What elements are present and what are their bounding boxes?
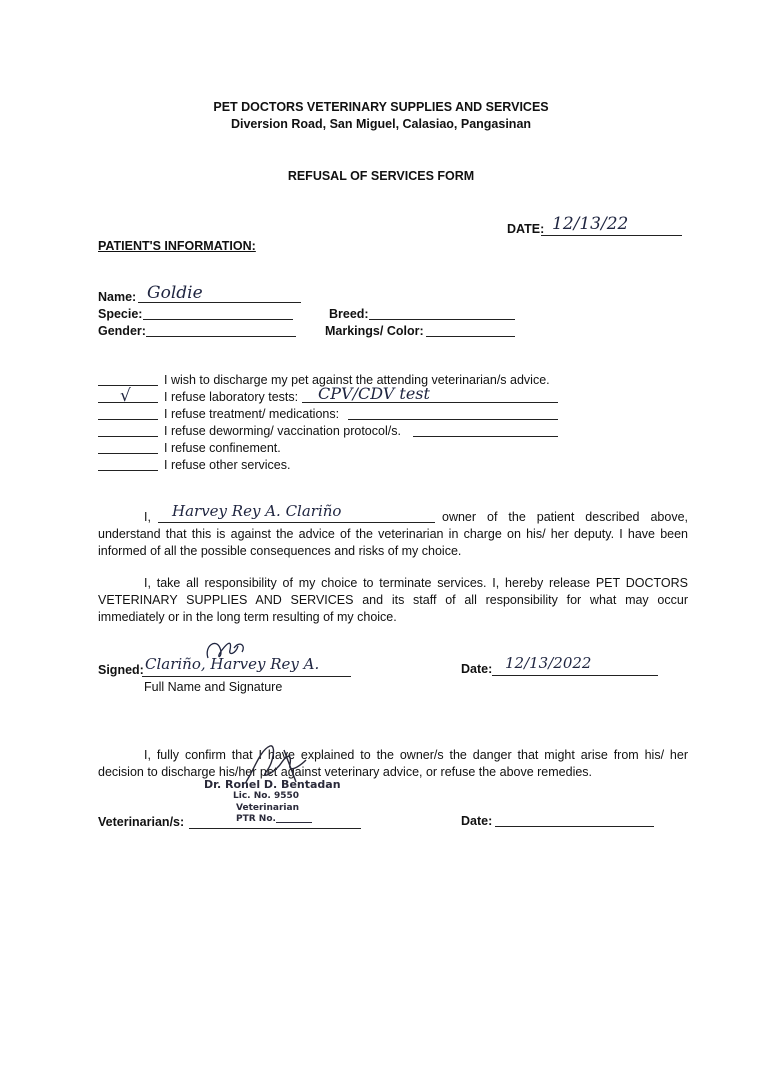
option-checkbox-6[interactable] xyxy=(98,470,158,471)
p1-text: owner of the patient described above, xyxy=(442,510,688,524)
veterinarian-line xyxy=(189,828,361,829)
signed-date-value: 12/13/2022 xyxy=(505,654,592,672)
option-check-mark-2: √ xyxy=(120,386,131,406)
signed-date-label: Date: xyxy=(461,662,493,676)
vet-date-label: Date: xyxy=(461,814,493,828)
vet-stamp-ptr: PTR No. xyxy=(236,814,276,824)
patient-section-title: PATIENT'S INFORMATION: xyxy=(98,239,256,253)
veterinarian-label: Veterinarian/s: xyxy=(98,815,185,829)
breed-label: Breed: xyxy=(329,307,369,321)
specie-line xyxy=(143,319,293,320)
date-value: 12/13/22 xyxy=(552,214,629,234)
gender-label: Gender: xyxy=(98,324,146,338)
option-checkbox-4[interactable] xyxy=(98,436,158,437)
vet-stamp-license: Lic. No. 9550 xyxy=(233,791,300,801)
p3-text: I, fully confirm that I have explained to the owner/s the danger that might arise from his/ her decision to discharge his/her pet against veterinary advice, or refuse the above remedies. xyxy=(98,748,688,779)
company-name: PET DOCTORS VETERINARY SUPPLIES AND SERVICES xyxy=(213,100,549,114)
date-label: DATE: xyxy=(507,222,545,236)
signed-caption: Full Name and Signature xyxy=(144,680,283,694)
signed-label: Signed: xyxy=(98,663,144,677)
option-detail-line-4 xyxy=(413,436,558,437)
markings-label: Markings/ Color: xyxy=(325,324,424,338)
owner-name-value: Harvey Rey A. Clariño xyxy=(172,502,342,520)
option-detail-line-3 xyxy=(348,419,558,420)
vet-ptr-line xyxy=(276,822,312,823)
option-label-2: I refuse laboratory tests: xyxy=(164,390,299,404)
form-title: REFUSAL OF SERVICES FORM xyxy=(287,169,475,183)
breed-line xyxy=(369,319,515,320)
vet-stamp-title: Veterinarian xyxy=(236,803,299,813)
signed-line xyxy=(142,676,351,677)
option-checkbox-3[interactable] xyxy=(98,419,158,420)
name-value: Goldie xyxy=(147,283,203,303)
option-label-6: I refuse other services. xyxy=(164,458,291,472)
option-label-3: I refuse treatment/ medications: xyxy=(164,407,340,421)
option-label-1: I wish to discharge my pet against the attending veterinarian/s advice. xyxy=(164,373,550,387)
vet-stamp-name: Dr. Ronel D. Bentadan xyxy=(204,778,341,791)
p1-prefix: I, xyxy=(144,510,151,524)
markings-line xyxy=(426,336,515,337)
p1-continuation: understand that this is against the advice of the veterinarian in charge on his/ her deputy. I have been informed of all the possible consequences and risks of my choice. xyxy=(98,527,688,558)
company-address: Diversion Road, San Miguel, Calasiao, Pangasinan xyxy=(230,117,532,131)
name-label: Name: xyxy=(98,290,137,304)
specie-label: Specie: xyxy=(98,307,143,321)
option-label-5: I refuse confinement. xyxy=(164,441,281,455)
gender-line xyxy=(146,336,296,337)
owner-name-line xyxy=(158,522,435,523)
signed-value: Clariño, Harvey Rey A. xyxy=(145,655,320,673)
option-detail-2: CPV/CDV test xyxy=(318,384,430,403)
date-line xyxy=(541,235,682,236)
option-checkbox-5[interactable] xyxy=(98,453,158,454)
signed-date-line xyxy=(492,675,658,676)
p2-text: I, take all responsibility of my choice to terminate services. I, hereby release PET DOCTORS VETERINARY SUPPLIES AND SERVICES and its staff of all responsibility for what may occur immediately or in the long term resulting of my choice. xyxy=(98,576,688,624)
option-label-4: I refuse deworming/ vaccination protocol/s. xyxy=(164,424,401,438)
vet-date-line xyxy=(495,826,654,827)
